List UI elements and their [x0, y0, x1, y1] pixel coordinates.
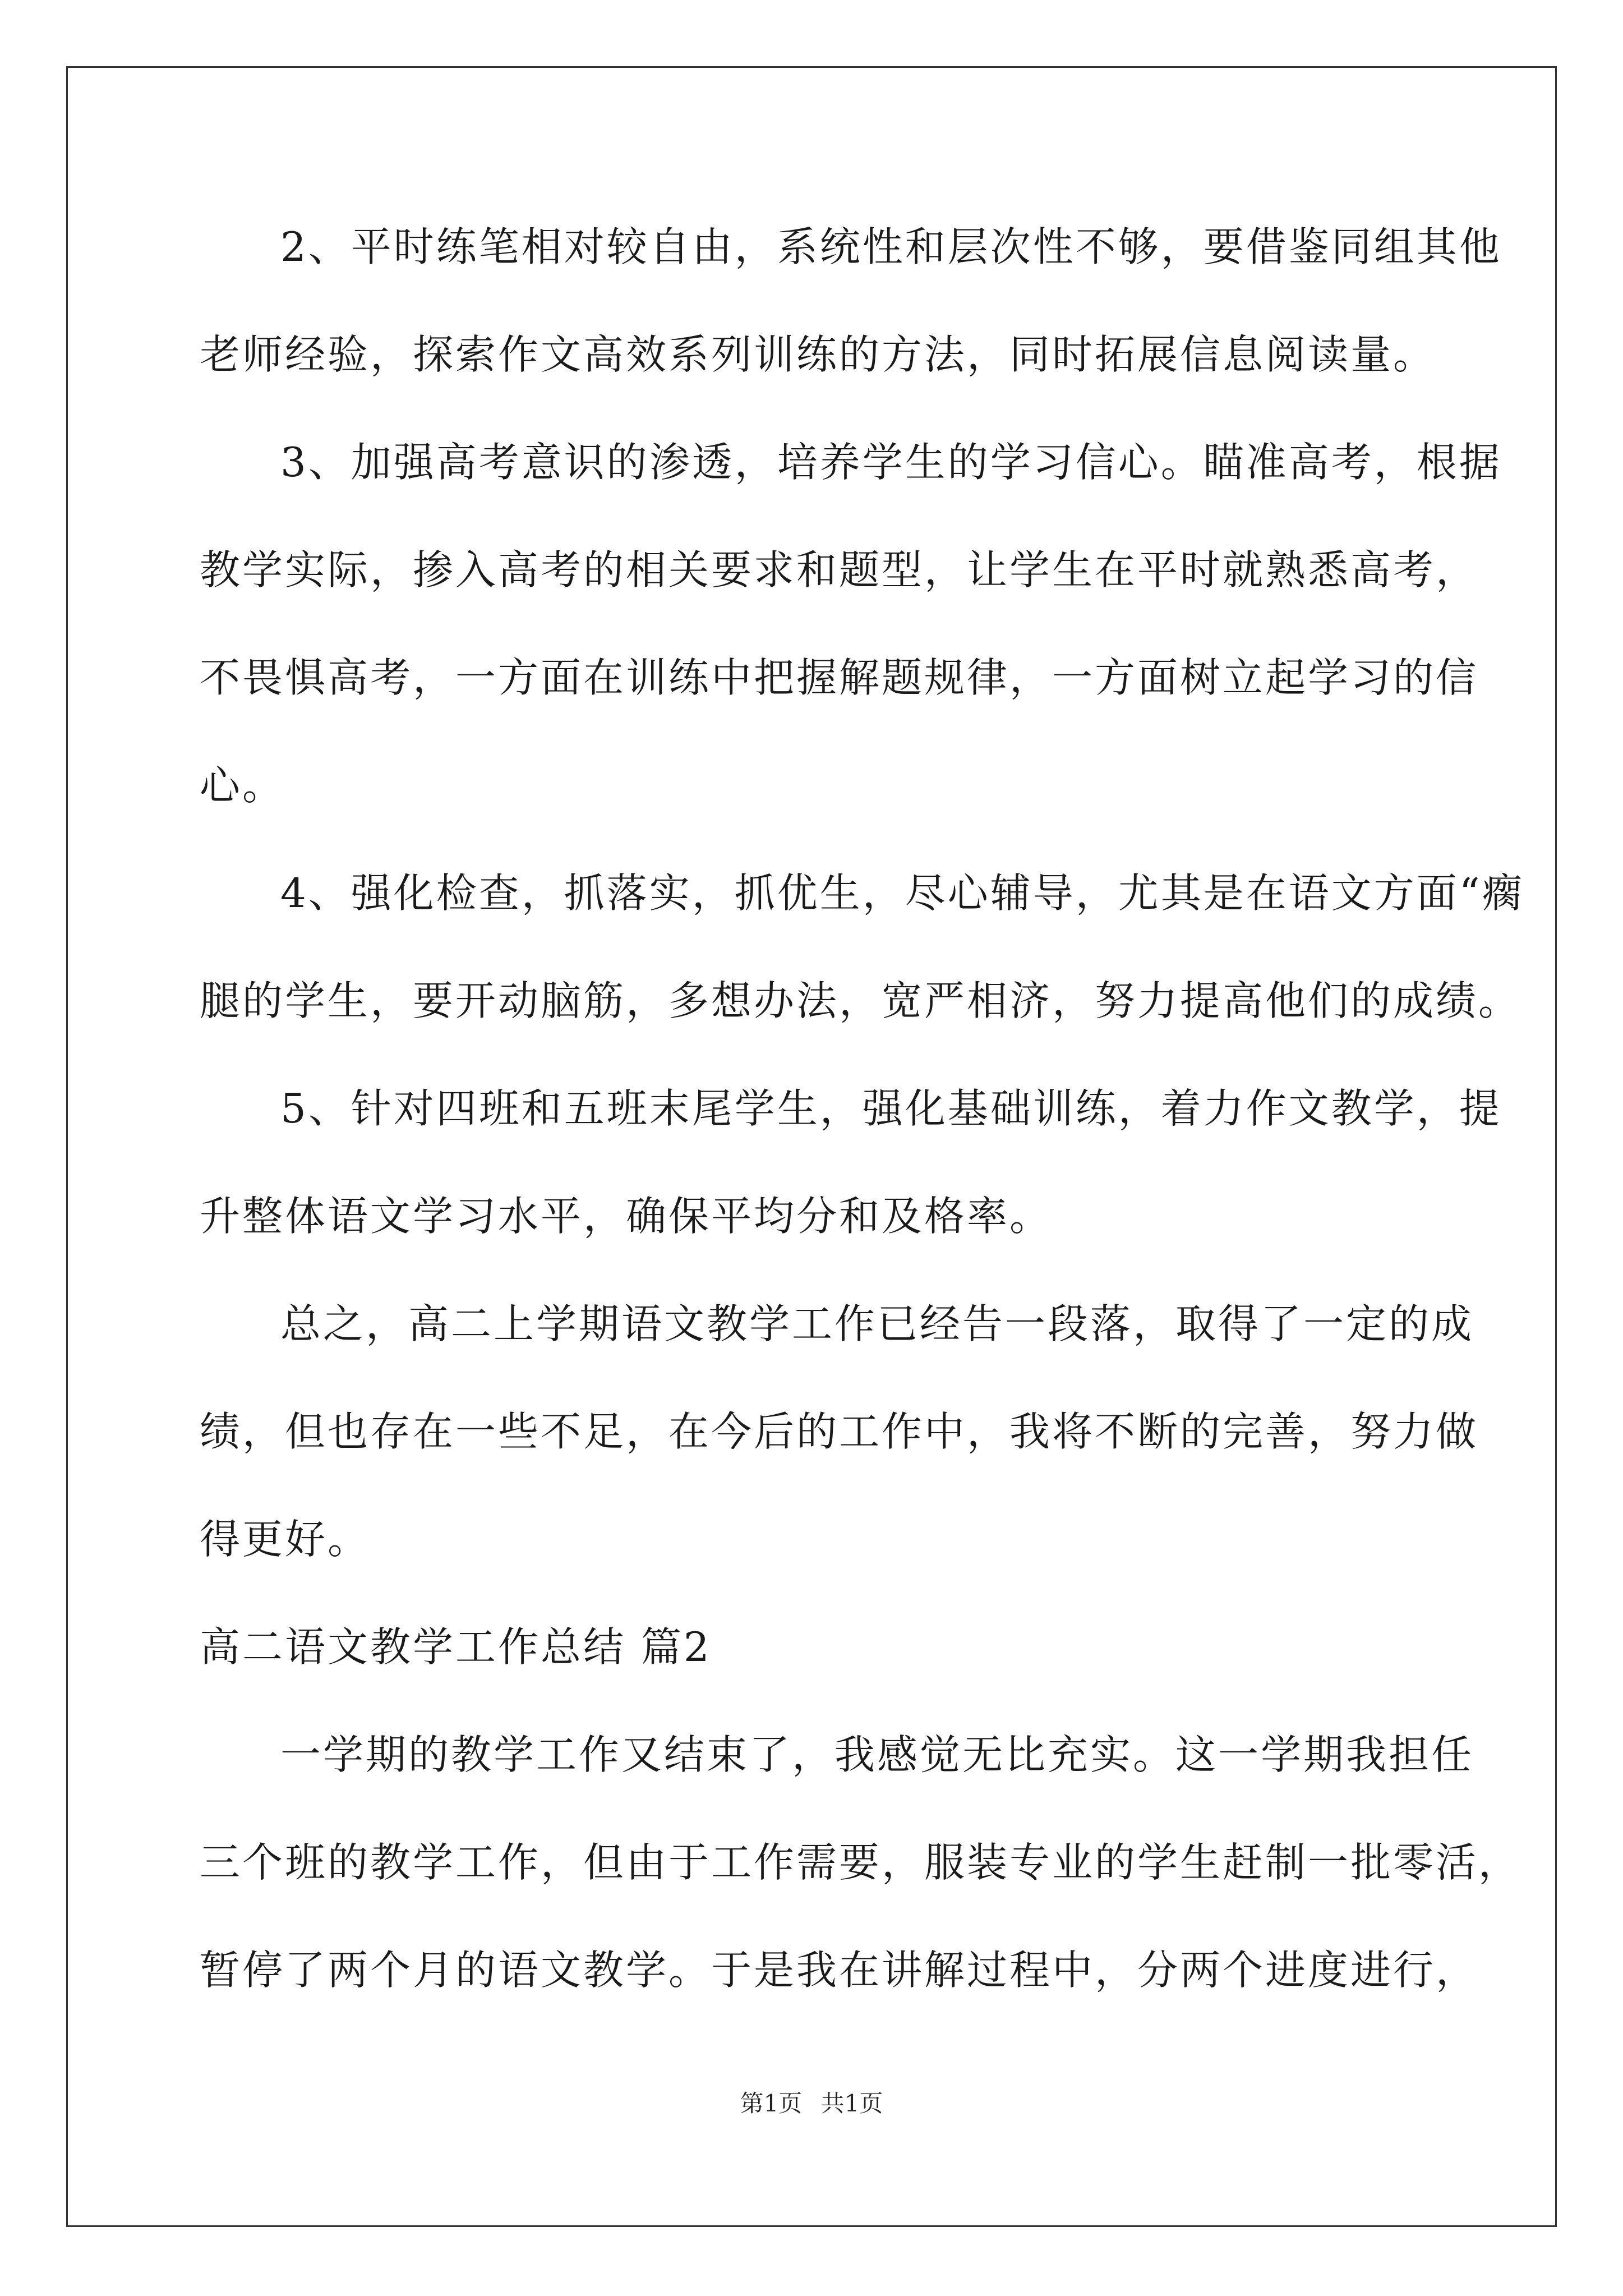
paragraph-line: 4、强化检查，抓落实，抓优生，尽心辅导，尤其是在语文方面“瘸 [280, 869, 1525, 917]
paragraph-line: 3、加强高考意识的渗透，培养学生的学习信心。瞄准高考，根据 [280, 439, 1502, 486]
paragraph-line: 得更好。 [200, 1516, 371, 1563]
paragraph-line: 腿的学生，要开动脑筋，多想办法，宽严相济，努力提高他们的成绩。 [200, 977, 1521, 1024]
paragraph-line: 老师经验，探索作文高效系列训练的方法，同时拓展信息阅读量。 [200, 331, 1436, 378]
page-number-current: 第1页 [740, 2090, 803, 2117]
paragraph-line: 不畏惧高考，一方面在训练中把握解题规律，一方面树立起学习的信 [200, 654, 1479, 701]
paragraph-line: 绩，但也存在一些不足，在今后的工作中，我将不断的完善，努力做 [200, 1408, 1479, 1455]
paragraph-line: 心。 [200, 762, 285, 809]
paragraph-line: 升整体语文学习水平，确保平均分和及格率。 [200, 1193, 1053, 1240]
page-footer [0, 2087, 1623, 2120]
document-body [200, 213, 1525, 2044]
section-heading: 高二语文教学工作总结 篇2 [200, 1623, 712, 1671]
page-number-total: 共1页 [820, 2090, 883, 2117]
paragraph-line: 2、平时练笔相对较自由，系统性和层次性不够，要借鉴同组其他 [280, 223, 1502, 270]
paragraph-line: 5、针对四班和五班末尾学生，强化基础训练，着力作文教学，提 [280, 1085, 1502, 1132]
paragraph-line: 暂停了两个月的语文教学。于是我在讲解过程中，分两个进度进行， [200, 1947, 1479, 1994]
paragraph-line: 总之，高二上学期语文教学工作已经告一段落，取得了一定的成 [280, 1300, 1474, 1347]
paragraph-line: 三个班的教学工作，但由于工作需要，服装专业的学生赶制一批零活， [200, 1839, 1521, 1886]
paragraph-line: 一学期的教学工作又结束了，我感觉无比充实。这一学期我担任 [280, 1731, 1474, 1778]
paragraph-line: 教学实际，掺入高考的相关要求和题型，让学生在平时就熟悉高考， [200, 546, 1479, 593]
